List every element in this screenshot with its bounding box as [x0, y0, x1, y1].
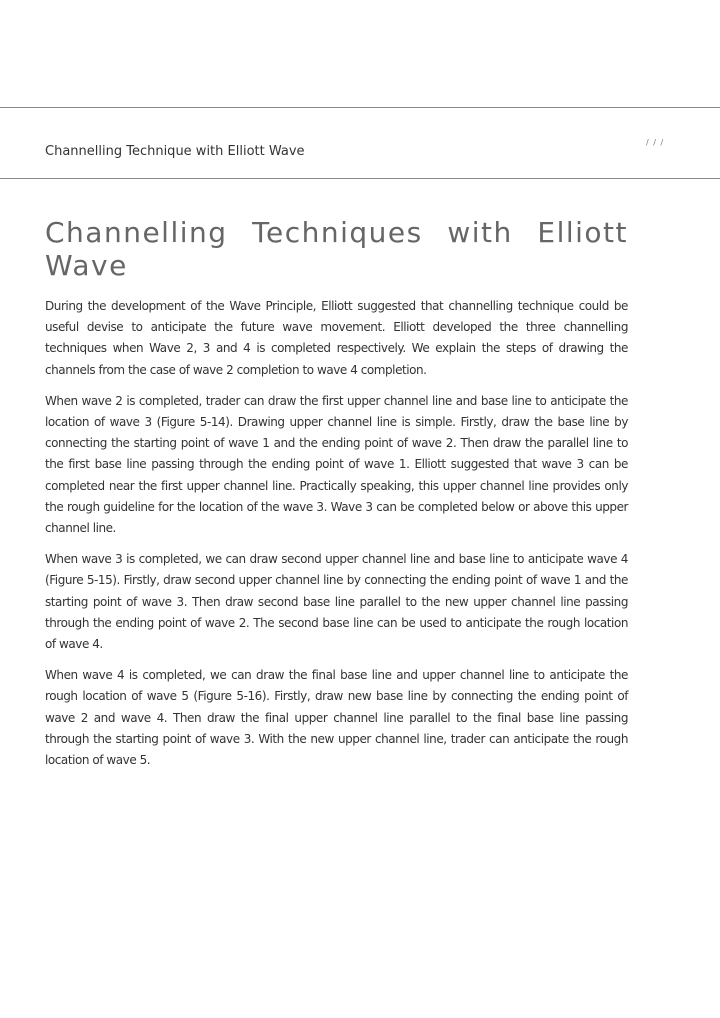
paragraph-wave-4: When wave 4 is completed, we can draw the final base line and upper channel line to anticipate the rough location of wave 5 (Figure 5-16). Firstly, draw new base line by connecting the ending point of wave 2 and wave 4. Then draw the final upper channel line parallel to the final base line passing through the starting point of wave 3. With the new upper channel line, trader can anticipate the rough location of wave 5.: [45, 668, 628, 768]
paragraph-wave-3: When wave 3 is completed, we can draw second upper channel line and base line to anticipate wave 4 (Figure 5-15). Firstly, draw second upper channel line by connecting the ending point of wave 1 and the starting point of wave 3. Then draw second base line parallel to the new upper channel line passing through the ending point of wave 2. The second base line can be used to anticipate the rough location of wave 4.: [45, 552, 628, 652]
header-marker: / / /: [646, 138, 665, 147]
page-title: Channelling Techniques with Elliott Wave: [45, 216, 628, 282]
running-header-title: Channelling Technique with Elliott Wave: [45, 144, 305, 159]
paragraph-intro: During the development of the Wave Principle, Elliott suggested that channelling technique could be useful devise to anticipate the future wave movement. Elliott developed the three channelling techniques when Wave 2, 3 and 4 is completed respectively. We explain the steps of drawing the channels from the case of wave 2 completion to wave 4 completion.: [45, 299, 628, 377]
article-body: [45, 216, 628, 781]
header-top-divider: [0, 107, 720, 108]
header-bottom-divider: [0, 178, 720, 179]
paragraph-wave-2: When wave 2 is completed, trader can draw the first upper channel line and base line to anticipate the location of wave 3 (Figure 5-14). Drawing upper channel line is simple. Firstly, draw the base line by connecting the starting point of wave 1 and the ending point of wave 2. Then draw the parallel line to the first base line passing through the ending point of wave 1. Elliott suggested that wave 3 can be completed near the first upper channel line. Practically speaking, this upper channel line provides only the rough guideline for the location of the wave 3. Wave 3 can be completed below or above this upper channel line.: [45, 393, 628, 536]
